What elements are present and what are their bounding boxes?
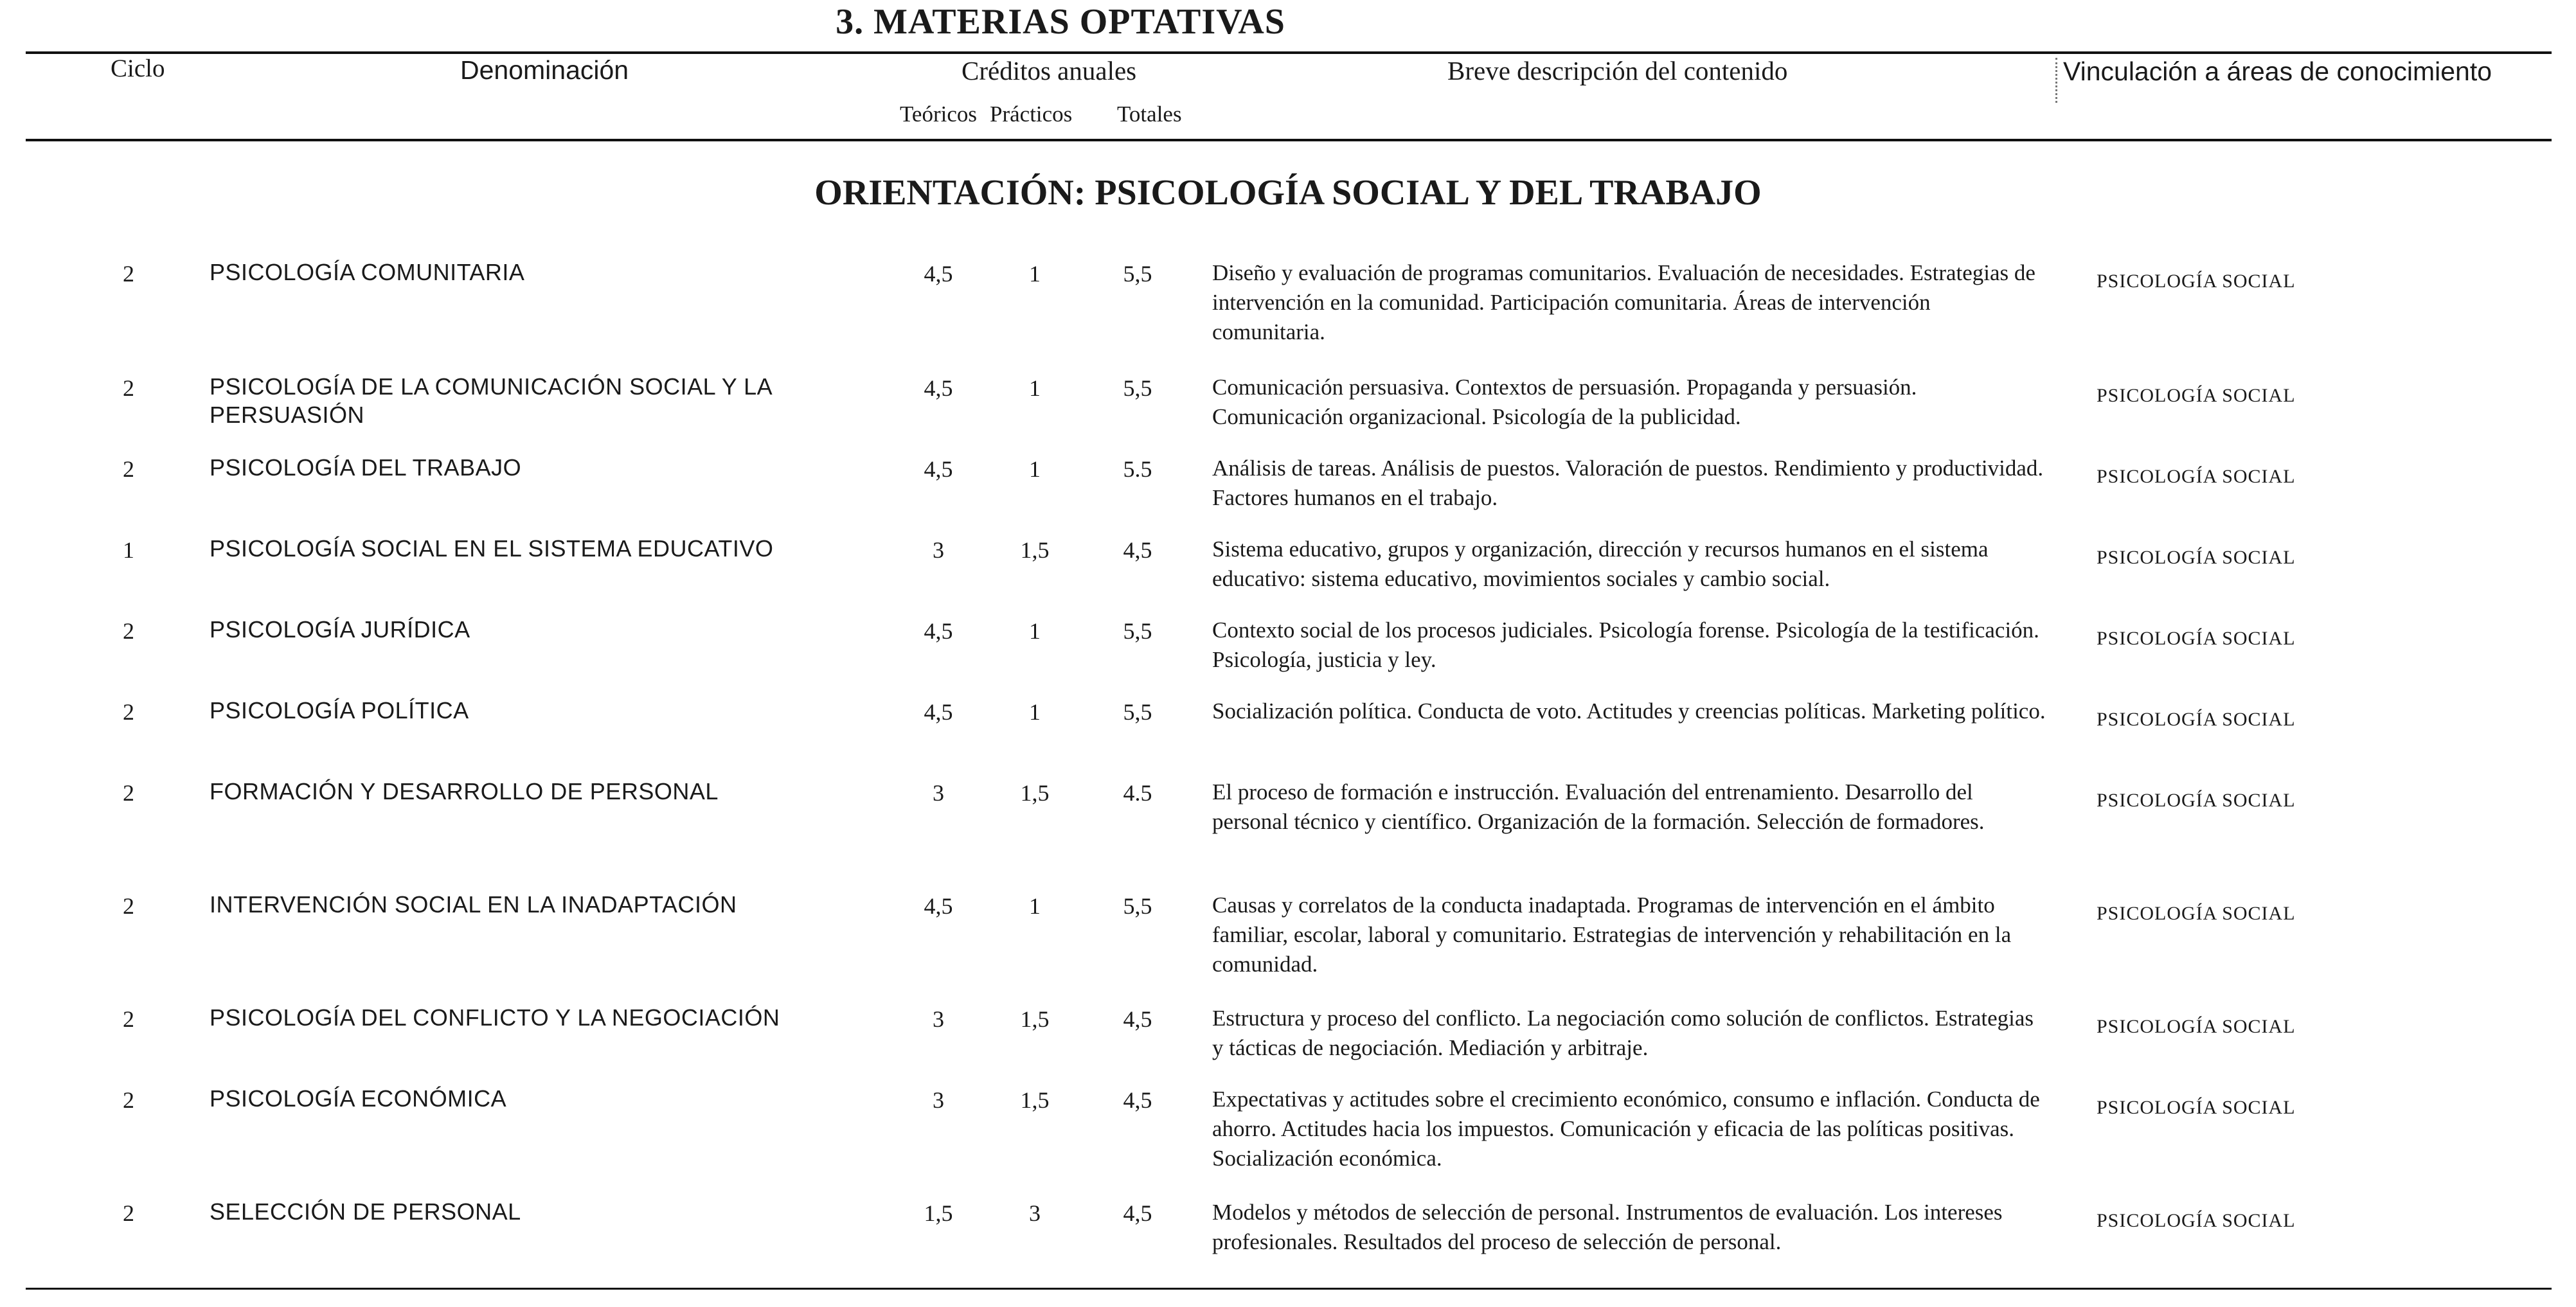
totales-cell: 4,5 <box>1123 1006 1152 1032</box>
practicos-cell: 1 <box>1029 375 1041 401</box>
area-cell: PSICOLOGÍA SOCIAL <box>2097 1016 2296 1037</box>
table-row <box>0 258 2576 368</box>
page-title: 3. MATERIAS OPTATIVAS <box>836 2 1285 42</box>
header-rule <box>26 139 2552 141</box>
area-cell: PSICOLOGÍA SOCIAL <box>2097 1210 2296 1231</box>
practicos-cell: 1,5 <box>1020 780 1050 806</box>
totales-cell: 4,5 <box>1123 537 1152 563</box>
teoricos-cell: 3 <box>933 537 944 563</box>
header-totales: Totales <box>1117 102 1182 127</box>
header-teoricos: Teóricos <box>900 102 978 127</box>
denominacion-cell: FORMACIÓN Y DESARROLLO DE PERSONAL <box>210 778 719 805</box>
area-cell: PSICOLOGÍA SOCIAL <box>2097 628 2296 649</box>
teoricos-cell: 3 <box>933 1006 944 1032</box>
descripcion-cell: Diseño y evaluación de programas comunitarios. Evaluación de necesidades. Estrategias de intervención en la comunidad. Participación comunitaria. Áreas de intervención comunitaria. <box>1212 260 2035 344</box>
table-row <box>0 1198 2576 1307</box>
descripcion-cell: Sistema educativo, grupos y organización, dirección y recursos humanos en el sistema educativo: sistema educativo, movimientos sociales y cambio social. <box>1212 537 1989 591</box>
practicos-cell: 1 <box>1029 893 1041 919</box>
teoricos-cell: 4,5 <box>924 456 953 482</box>
teoricos-cell: 4,5 <box>924 618 953 644</box>
header-ciclo: Ciclo <box>111 55 165 82</box>
header-vinculacion: Vinculación a áreas de conocimiento <box>2063 57 2492 86</box>
denominacion-cell: PSICOLOGÍA ECONÓMICA <box>210 1085 507 1112</box>
descripcion-cell: Modelos y métodos de selección de personal. Instrumentos de evaluación. Los intereses profesionales. Resultados del proceso de selección de personal. <box>1212 1200 2003 1254</box>
descripcion-cell: Expectativas y actitudes sobre el crecimiento económico, consumo e inflación. Conducta de ahorro. Actitudes hacia los impuestos. Comunicación y eficacia de las políticas positivas. Socialización económica. <box>1212 1087 2040 1171</box>
denominacion-cell: PSICOLOGÍA DEL CONFLICTO Y LA NEGOCIACIÓN <box>210 1004 780 1031</box>
ciclo-cell: 2 <box>123 780 134 806</box>
practicos-cell: 1,5 <box>1020 1006 1050 1032</box>
ciclo-cell: 2 <box>123 456 134 482</box>
ciclo-cell: 2 <box>123 375 134 401</box>
denominacion-cell: PSICOLOGÍA SOCIAL EN EL SISTEMA EDUCATIVO <box>210 535 774 562</box>
practicos-cell: 1,5 <box>1020 1087 1050 1113</box>
denominacion-cell: PSICOLOGÍA JURÍDICA <box>210 616 470 643</box>
ciclo-cell: 2 <box>123 1200 134 1226</box>
ciclo-cell: 2 <box>123 261 134 287</box>
totales-cell: 5,5 <box>1123 261 1152 287</box>
teoricos-cell: 3 <box>933 1087 944 1113</box>
descripcion-cell: El proceso de formación e instrucción. Evaluación del entrenamiento. Desarrollo del personal técnico y científico. Organización de la formación. Selección de formadores. <box>1212 779 1985 834</box>
area-cell: PSICOLOGÍA SOCIAL <box>2097 466 2296 487</box>
descripcion-cell: Análisis de tareas. Análisis de puestos. Valoración de puestos. Rendimiento y productividad. Factores humanos en el trabajo. <box>1212 456 2044 510</box>
totales-cell: 5,5 <box>1123 893 1152 919</box>
area-cell: PSICOLOGÍA SOCIAL <box>2097 790 2296 811</box>
area-cell: PSICOLOGÍA SOCIAL <box>2097 1097 2296 1118</box>
bottom-rule <box>26 1288 2552 1290</box>
header-creditos: Créditos anuales <box>962 56 1137 85</box>
descripcion-cell: Contexto social de los procesos judiciales. Psicología forense. Psicología de la testificación. Psicología, justicia y ley. <box>1212 618 2039 672</box>
descripcion-cell: Socialización política. Conducta de voto. Actitudes y creencias políticas. Marketing político. <box>1212 698 2046 724</box>
descripcion-cell: Estructura y proceso del conflicto. La negociación como solución de conflictos. Estrategias y tácticas de negociación. Mediación y arbitraje. <box>1212 1006 2034 1060</box>
totales-cell: 4,5 <box>1123 1087 1152 1113</box>
descripcion-cell: Causas y correlatos de la conducta inadaptada. Programas de intervención en el ámbito familiar, escolar, laboral y comunitario. Estrategias de intervención y rehabilitación en la comunidad. <box>1212 893 2012 977</box>
practicos-cell: 1 <box>1029 456 1041 482</box>
totales-cell: 5,5 <box>1123 699 1152 725</box>
area-cell: PSICOLOGÍA SOCIAL <box>2097 903 2296 924</box>
table-row <box>0 891 2576 1000</box>
ciclo-cell: 2 <box>123 1087 134 1113</box>
area-cell: PSICOLOGÍA SOCIAL <box>2097 271 2296 292</box>
teoricos-cell: 3 <box>933 780 944 806</box>
denominacion-cell: PSICOLOGÍA DE LA COMUNICACIÓN SOCIAL Y LA PERSUASIÓN <box>210 373 772 428</box>
header-separator <box>2055 58 2057 103</box>
descripcion-cell: Comunicación persuasiva. Contextos de persuasión. Propaganda y persuasión. Comunicación organizacional. Psicología de la publicidad. <box>1212 375 1917 429</box>
teoricos-cell: 4,5 <box>924 375 953 401</box>
practicos-cell: 1 <box>1029 699 1041 725</box>
ciclo-cell: 1 <box>123 537 134 563</box>
denominacion-cell: PSICOLOGÍA COMUNITARIA <box>210 259 525 285</box>
table-row <box>0 1085 2576 1194</box>
ciclo-cell: 2 <box>123 699 134 725</box>
practicos-cell: 1,5 <box>1020 537 1050 563</box>
teoricos-cell: 4,5 <box>924 699 953 725</box>
area-cell: PSICOLOGÍA SOCIAL <box>2097 385 2296 406</box>
ciclo-cell: 2 <box>123 618 134 644</box>
header-practicos: Prácticos <box>990 102 1073 127</box>
practicos-cell: 1 <box>1029 261 1041 287</box>
area-cell: PSICOLOGÍA SOCIAL <box>2097 547 2296 568</box>
practicos-cell: 3 <box>1029 1200 1041 1226</box>
table-row <box>0 778 2576 887</box>
teoricos-cell: 1,5 <box>924 1200 953 1226</box>
totales-cell: 5,5 <box>1123 375 1152 401</box>
orientation-heading: ORIENTACIÓN: PSICOLOGÍA SOCIAL Y DEL TRABAJO <box>814 173 1762 213</box>
ciclo-cell: 2 <box>123 1006 134 1032</box>
totales-cell: 4,5 <box>1123 1200 1152 1226</box>
header-denominacion: Denominación <box>460 55 629 85</box>
teoricos-cell: 4,5 <box>924 893 953 919</box>
denominacion-cell: INTERVENCIÓN SOCIAL EN LA INADAPTACIÓN <box>210 891 737 918</box>
totales-cell: 4.5 <box>1123 780 1152 806</box>
denominacion-cell: SELECCIÓN DE PERSONAL <box>210 1198 521 1225</box>
denominacion-cell: PSICOLOGÍA POLÍTICA <box>210 697 469 724</box>
ciclo-cell: 2 <box>123 893 134 919</box>
denominacion-cell: PSICOLOGÍA DEL TRABAJO <box>210 454 522 481</box>
top-rule <box>26 51 2552 54</box>
totales-cell: 5,5 <box>1123 618 1152 644</box>
practicos-cell: 1 <box>1029 618 1041 644</box>
header-descripcion: Breve descripción del contenido <box>1447 56 1788 85</box>
totales-cell: 5.5 <box>1123 456 1152 482</box>
area-cell: PSICOLOGÍA SOCIAL <box>2097 709 2296 730</box>
teoricos-cell: 4,5 <box>924 261 953 287</box>
